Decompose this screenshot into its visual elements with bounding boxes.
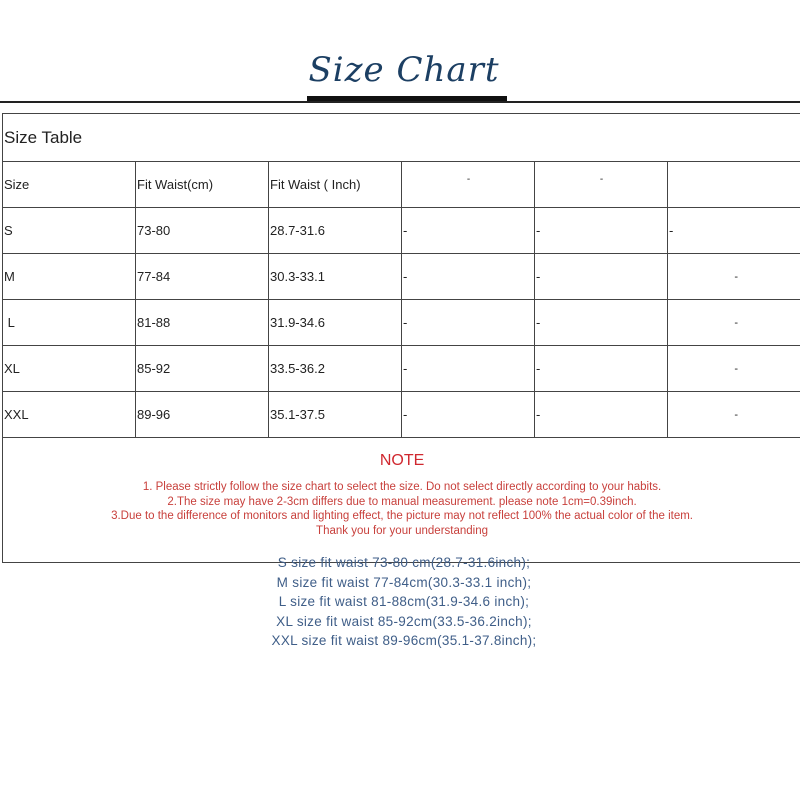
empty-cell: - <box>668 300 800 346</box>
empty-cell: - <box>668 392 800 438</box>
waist-inch-cell: 35.1-37.5 <box>269 392 402 438</box>
waist-inch-cell: 33.5-36.2 <box>269 346 402 392</box>
empty-cell: - <box>535 254 668 300</box>
table-header-row <box>3 162 800 208</box>
waist-inch-cell: 28.7-31.6 <box>269 208 402 254</box>
size-cell: XL <box>3 346 136 392</box>
empty-cell: - <box>402 346 535 392</box>
waist-inch-cell: 31.9-34.6 <box>269 300 402 346</box>
column-header-4: - <box>402 162 535 208</box>
column-header-waist-inch: Fit Waist ( Inch) <box>269 162 402 208</box>
page-title: Size Chart <box>308 50 500 90</box>
note-line-3: 3.Due to the difference of monitors and lighting effect, the picture may not reflect 100% the actual color of the item. <box>111 510 693 522</box>
note-section <box>3 438 800 563</box>
fit-list <box>0 553 800 651</box>
fit-list-item: XL size fit waist 85-92cm(33.5-36.2inch); <box>276 613 532 629</box>
column-header-waist-cm: Fit Waist(cm) <box>136 162 269 208</box>
size-table <box>2 113 800 563</box>
empty-cell: - <box>535 300 668 346</box>
empty-cell: - <box>668 346 800 392</box>
size-cell: M <box>3 254 136 300</box>
size-cell: XXL <box>3 392 136 438</box>
table-caption: Size Table <box>3 114 800 162</box>
size-cell: S <box>3 208 136 254</box>
fit-list-item: M size fit waist 77-84cm(30.3-33.1 inch); <box>276 574 532 590</box>
table-row <box>3 254 800 300</box>
note-title: NOTE <box>379 452 425 469</box>
empty-cell: - <box>535 392 668 438</box>
waist-cm-cell: 77-84 <box>136 254 269 300</box>
fit-list-item: XXL size fit waist 89-96cm(35.1-37.8inch); <box>271 633 537 648</box>
column-header-6 <box>668 162 800 208</box>
waist-cm-cell: 81-88 <box>136 300 269 346</box>
column-header-5: - <box>535 162 668 208</box>
waist-inch-cell: 30.3-33.1 <box>269 254 402 300</box>
table-row <box>3 300 800 346</box>
waist-cm-cell: 73-80 <box>136 208 269 254</box>
empty-cell: - <box>668 254 800 300</box>
waist-cm-cell: 89-96 <box>136 392 269 438</box>
empty-cell: - <box>535 346 668 392</box>
fit-list-item: S size fit waist 73-80 cm(28.7-31.6inch); <box>277 555 531 570</box>
size-cell: L <box>3 300 136 346</box>
note-line-1: 1. Please strictly follow the size chart to select the size. Do not select directly according to your habits. <box>142 481 662 493</box>
empty-cell: - <box>402 254 535 300</box>
note-line-2: 2.The size may have 2-3cm differs due to manual measurement. please note 1cm=0.39inch. <box>167 495 637 508</box>
empty-cell: - <box>535 208 668 254</box>
empty-cell: - <box>402 208 535 254</box>
table-row <box>3 392 800 438</box>
column-header-size: Size <box>3 162 136 208</box>
empty-cell: - <box>402 392 535 438</box>
header-divider <box>0 101 800 103</box>
table-row <box>3 208 800 254</box>
empty-cell: - <box>402 300 535 346</box>
note-thanks: Thank you for your understanding <box>316 524 489 537</box>
table-row <box>3 346 800 392</box>
empty-cell: - <box>668 208 800 254</box>
fit-list-item: L size fit waist 81-88cm(31.9-34.6 inch); <box>278 594 530 609</box>
waist-cm-cell: 85-92 <box>136 346 269 392</box>
